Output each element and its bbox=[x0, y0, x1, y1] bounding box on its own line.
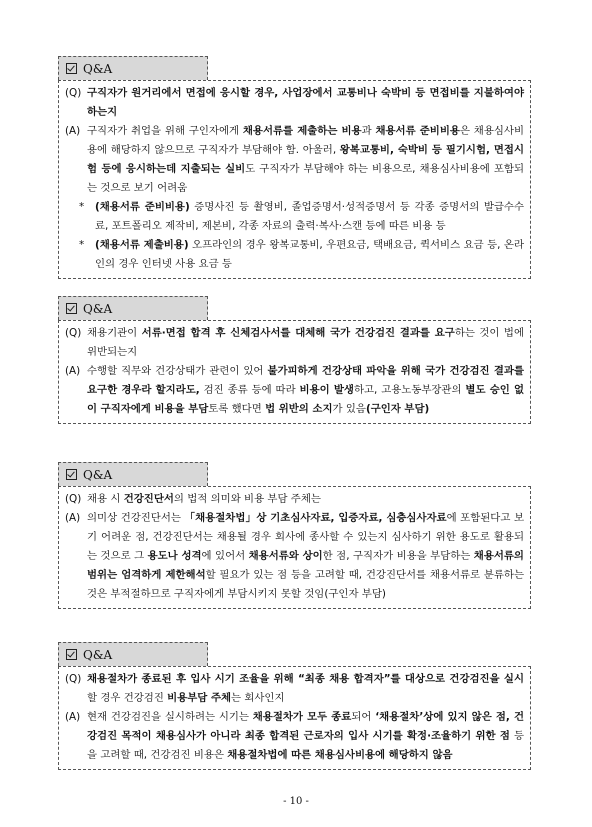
note-1 bbox=[65, 198, 524, 236]
answer-label: (A) bbox=[65, 512, 81, 524]
question-text: 채용 시 건강진단서의 법적 의미와 비용 부담 주체는 bbox=[87, 493, 321, 505]
question-text: 채용절차가 종료된 후 입사 시기 조율을 위해 “최종 채용 합격자”를 대상으로 건강검진을 실시할 경우 건강검진 비용부담 주체는 회사인지 bbox=[87, 673, 524, 704]
answer-label: (A) bbox=[65, 125, 81, 137]
qa-block-3 bbox=[58, 462, 531, 609]
answer bbox=[65, 362, 524, 419]
question-text: 구직자가 원거리에서 면접에 응시할 경우, 사업장에서 교통비나 숙박비 등 면접비를 지불하여야 하는지 bbox=[87, 87, 524, 118]
qa-block-2 bbox=[58, 296, 531, 424]
qa-tab bbox=[58, 642, 208, 666]
note-text: (채용서류 제출비용) 오프라인의 경우 왕복교통비, 우편요금, 택배요금, 퀵서비스 요금 등, 온라인의 경우 인터넷 사용 요금 등 bbox=[95, 239, 524, 270]
answer-label: (A) bbox=[65, 365, 81, 377]
qa-block-4 bbox=[58, 642, 531, 770]
answer bbox=[65, 509, 524, 604]
checkbox-icon bbox=[66, 469, 77, 480]
qa-body bbox=[58, 666, 531, 770]
qa-tab bbox=[58, 56, 208, 80]
qa-tab bbox=[58, 296, 208, 320]
page-number: - 10 - bbox=[283, 796, 309, 807]
qa-body bbox=[58, 80, 531, 279]
qa-body bbox=[58, 486, 531, 609]
question bbox=[65, 324, 524, 362]
question-text: 채용기관이 서류·면접 합격 후 신체검사서를 대체해 국가 건강검진 결과를 요구하는 것이 법에 위반되는지 bbox=[87, 327, 524, 358]
question-label: (Q) bbox=[65, 493, 82, 505]
question-label: (Q) bbox=[65, 673, 82, 685]
qa-tab-label: Q&A bbox=[83, 467, 113, 482]
qa-body bbox=[58, 320, 531, 424]
answer-text: 수행할 직무와 건강상태가 관련이 있어 불가피하게 건강상태 파악을 위해 국가 건강검진 결과를 요구한 경우라 할지라도, 검진 종류 등에 따라 비용이 발생하고, 고용노동부장관의 별도 승인 없이 구직자에게 비용을 부담토록 했다면 법 위반의 소지가 있음(구인자 부담) bbox=[87, 365, 525, 415]
checkbox-icon bbox=[66, 649, 77, 660]
qa-tab-label: Q&A bbox=[83, 61, 113, 76]
answer bbox=[65, 708, 524, 765]
answer-text: 구직자가 취업을 위해 구인자에게 채용서류를 제출하는 비용과 채용서류 준비비용은 채용심사비용에 해당하지 않으므로 구직자가 부담해야 함. 아울러, 왕복교통비, 숙박비 등 필기시험, 면접시험 등에 응시하는데 지출되는 실비도 구직자가 부담해야 하는 비용으로, 채용심사비용에 포함되는 것으로 보기 어려움 bbox=[87, 125, 524, 194]
checkbox-icon bbox=[66, 303, 77, 314]
note-2 bbox=[65, 236, 524, 274]
answer-label: (A) bbox=[65, 711, 81, 723]
question bbox=[65, 84, 524, 122]
note-mark: * bbox=[79, 239, 85, 251]
qa-block-1 bbox=[58, 56, 531, 279]
note-mark: * bbox=[79, 201, 85, 213]
answer bbox=[65, 122, 524, 198]
question-label: (Q) bbox=[65, 87, 82, 99]
question bbox=[65, 490, 524, 509]
qa-tab-label: Q&A bbox=[83, 301, 113, 316]
question-label: (Q) bbox=[65, 327, 82, 339]
answer-text: 의미상 건강진단서는 「채용절차법」상 기초심사자료, 입증자료, 심층심사자료에 포함된다고 보기 어려운 점, 건강진단서는 채용될 경우 회사에 종사할 수 있는지 심사하기 위한 용도로 활용되는 것으로 그 용도나 성격에 있어서 채용서류와 상이한 점, 구직자가 비용을 부담하는 채용서류의 범위는 엄격하게 제한해석할 필요가 있는 점 등을 고려할 때, 건강진단서를 채용서류로 분류하는 것은 부적절하므로 구직자에게 부담시키지 못할 것임(구인자 부담) bbox=[87, 512, 524, 600]
qa-tab bbox=[58, 462, 208, 486]
qa-tab-label: Q&A bbox=[83, 647, 113, 662]
note-text: (채용서류 준비비용) 증명사진 등 촬영비, 졸업증명서·성적증명서 등 각종 증명서의 발급수수료, 포트폴리오 제작비, 제본비, 각종 자료의 출력·복사·스캔 등에 따른 비용 등 bbox=[95, 201, 524, 232]
question bbox=[65, 670, 524, 708]
checkbox-icon bbox=[66, 63, 77, 74]
answer-text: 현재 건강검진을 실시하려는 시기는 채용절차가 모두 종료되어 ‘채용절차’상에 있지 않은 점, 건강검진 목적이 채용심사가 아니라 최종 합격된 근로자의 입사 시기를 확정·조율하기 위한 점 등을 고려할 때, 건강검진 비용은 채용절차법에 따른 채용심사비용에 해당하지 않음 bbox=[87, 711, 525, 761]
